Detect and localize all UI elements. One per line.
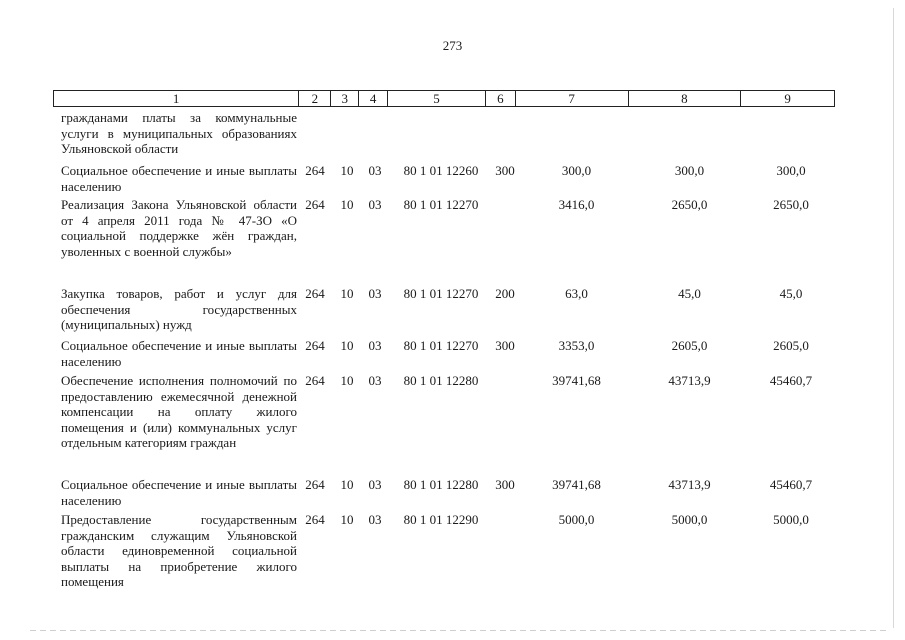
row-description: Социальное обеспечение и иные выплаты населению <box>61 163 297 194</box>
cell-section: 10 <box>340 512 354 527</box>
cell-amount-2: 300,0 <box>674 163 705 178</box>
cell-subsection: 03 <box>368 512 382 527</box>
cell-target-article: 80 1 01 12290 <box>403 512 479 527</box>
cell-amount-2: 5000,0 <box>671 512 708 527</box>
cell-amount-1: 3353,0 <box>558 338 595 353</box>
row-description: Закупка товаров, работ и услуг для обеспечения государственных (муниципальных) нужд <box>61 286 297 332</box>
row-description: Обеспечение исполнения полномочий по предоставлению ежемесячной денежной компенсации на оплату жилого помещения и (или) коммунальных услуг отдельным категориям граждан <box>61 373 297 450</box>
cell-subsection: 03 <box>368 163 382 178</box>
table-header-row <box>53 90 835 107</box>
cell-amount-2: 2605,0 <box>671 338 708 353</box>
cell-section: 10 <box>340 338 354 353</box>
cell-target-article: 80 1 01 12270 <box>403 286 479 301</box>
header-col-4: 4 <box>359 91 388 106</box>
cell-amount-2: 2650,0 <box>671 197 708 212</box>
cell-amount-1: 3416,0 <box>558 197 595 212</box>
row-description: Социальное обеспечение и иные выплаты населению <box>61 338 297 369</box>
cell-expense-type: 200 <box>495 286 515 301</box>
cell-amount-2: 43713,9 <box>668 373 711 388</box>
cell-ministry: 264 <box>305 477 325 492</box>
cell-target-article: 80 1 01 12270 <box>403 197 479 212</box>
cell-target-article: 80 1 01 12260 <box>403 163 479 178</box>
header-col-9: 9 <box>784 90 791 106</box>
cell-amount-3: 45460,7 <box>769 477 813 492</box>
header-col-6: 6 <box>486 91 516 106</box>
cell-ministry: 264 <box>305 338 325 353</box>
cell-amount-1: 39741,68 <box>552 373 601 388</box>
cell-amount-1: 63,0 <box>565 286 588 301</box>
cell-target-article: 80 1 01 12270 <box>403 338 479 353</box>
row-description: гражданами платы за коммунальные услуги в муниципальных образованиях Ульяновской области <box>61 110 297 156</box>
header-col-1: 1 <box>54 91 299 106</box>
scan-bottom-edge <box>30 630 890 631</box>
cell-expense-type: 300 <box>495 477 515 492</box>
header-col-2: 2 <box>299 91 331 106</box>
cell-ministry: 264 <box>305 286 325 301</box>
header-col-3: 3 <box>331 91 359 106</box>
cell-section: 10 <box>340 477 354 492</box>
cell-section: 10 <box>340 163 354 178</box>
cell-amount-3: 5000,0 <box>773 512 809 527</box>
cell-amount-3: 45,0 <box>779 286 803 301</box>
cell-ministry: 264 <box>305 197 325 212</box>
cell-expense-type: 300 <box>495 163 515 178</box>
cell-ministry: 264 <box>305 373 325 388</box>
cell-amount-3: 2605,0 <box>773 338 809 353</box>
cell-amount-1: 5000,0 <box>558 512 595 527</box>
cell-amount-1: 300,0 <box>561 163 592 178</box>
cell-section: 10 <box>340 286 354 301</box>
cell-section: 10 <box>340 373 354 388</box>
header-col-8: 8 <box>629 91 742 106</box>
cell-amount-2: 45,0 <box>678 286 701 301</box>
cell-expense-type: 300 <box>495 338 515 353</box>
cell-subsection: 03 <box>368 197 382 212</box>
cell-amount-3: 300,0 <box>776 163 806 178</box>
cell-subsection: 03 <box>368 373 382 388</box>
cell-amount-1: 39741,68 <box>552 477 601 492</box>
cell-subsection: 03 <box>368 477 382 492</box>
cell-ministry: 264 <box>305 512 325 527</box>
cell-section: 10 <box>340 197 354 212</box>
row-description: Реализация Закона Ульяновской области от 4 апреля 2011 года № 47-ЗО «О социальной поддержке жён граждан, уволенных с военной службы» <box>61 197 297 259</box>
cell-amount-2: 43713,9 <box>668 477 711 492</box>
scan-edge-line <box>893 8 894 628</box>
header-col-7: 7 <box>516 91 629 106</box>
header-col-5: 5 <box>388 91 486 106</box>
cell-subsection: 03 <box>368 286 382 301</box>
cell-amount-3: 45460,7 <box>769 373 813 388</box>
cell-subsection: 03 <box>368 338 382 353</box>
cell-target-article: 80 1 01 12280 <box>403 477 479 492</box>
page-number: 273 <box>442 38 463 53</box>
cell-amount-3: 2650,0 <box>773 197 809 212</box>
row-description: Социальное обеспечение и иные выплаты населению <box>61 477 297 508</box>
row-description: Предоставление государственным гражданским служащим Ульяновской области единовременной социальной выплаты на приобретение жилого помещения <box>61 512 297 589</box>
cell-ministry: 264 <box>305 163 325 178</box>
cell-target-article: 80 1 01 12280 <box>403 373 479 388</box>
